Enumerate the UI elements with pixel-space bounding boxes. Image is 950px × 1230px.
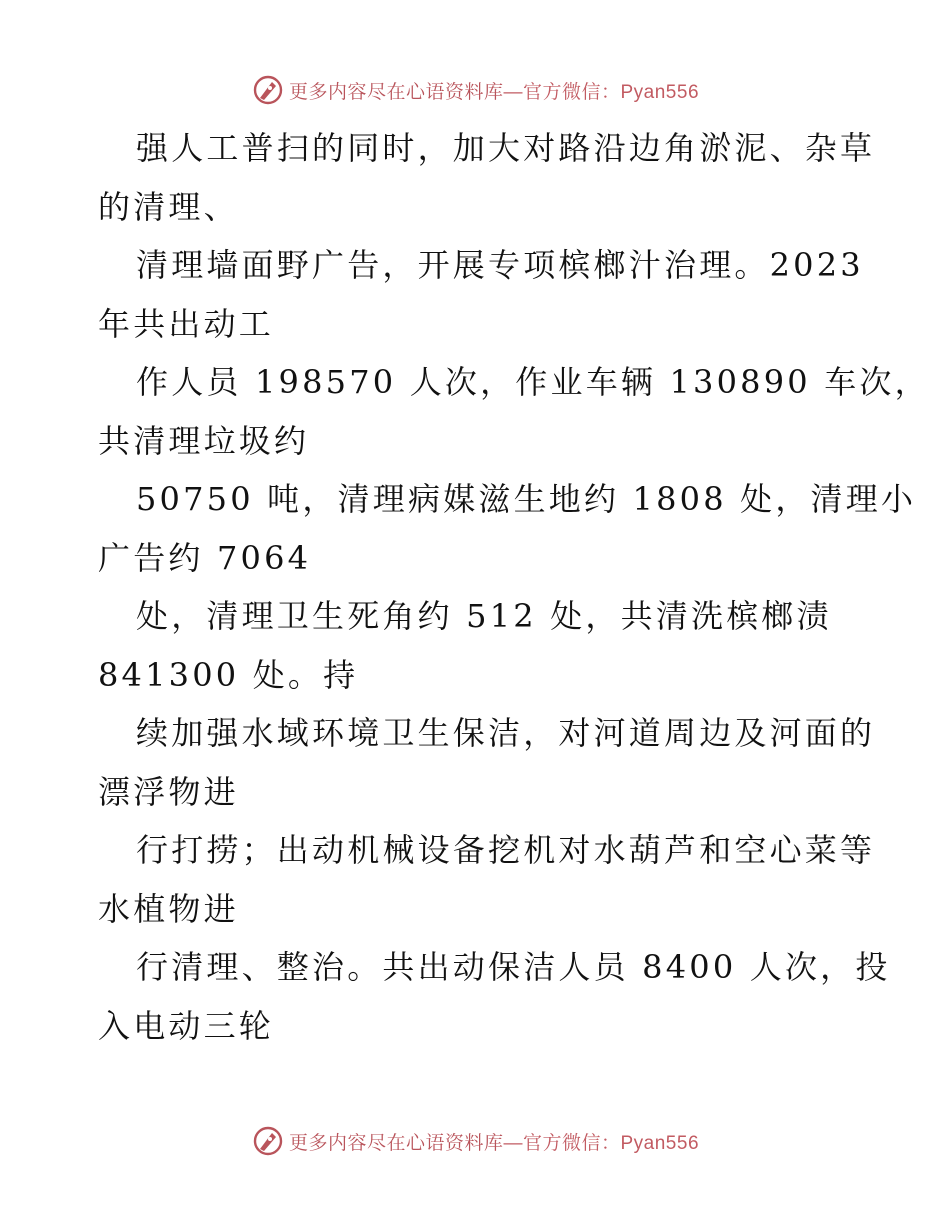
document-body (98, 119, 930, 1055)
body-line: 共清理垃圾约 (98, 421, 310, 460)
footer-watermark-banner (0, 1121, 950, 1161)
body-line: 的清理、 (98, 187, 239, 226)
pen-nib-circle-icon (251, 1124, 285, 1158)
body-line: 漂浮物进 (98, 772, 239, 811)
header-banner-text: 更多内容尽在心语资料库—官方微信：Pyan556 (288, 80, 700, 103)
body-line: 水植物进 (98, 889, 239, 928)
footer-banner-text: 更多内容尽在心语资料库—官方微信：Pyan556 (288, 1131, 700, 1154)
body-line: 入电动三轮 (98, 1006, 275, 1045)
body-line: 作人员 198570 人次，作业车辆 130890 车次， (136, 363, 930, 401)
body-line: 年共出动工 (98, 304, 275, 343)
body-line: 行清理、整治。共出动保洁人员 8400 人次，投 (136, 948, 891, 986)
header-watermark-banner (0, 70, 950, 110)
body-line: 50750 吨，清理病媒滋生地约 1808 处，清理小 (136, 480, 917, 518)
body-line: 广告约 7064 (98, 538, 312, 577)
body-line: 清理墙面野广告，开展专项槟榔汁治理。2023 (136, 246, 864, 284)
body-line: 续加强水域环境卫生保洁，对河道周边及河面的 (136, 714, 876, 752)
body-line: 处，清理卫生死角约 512 处，共清洗槟榔渍 (136, 597, 832, 635)
body-line: 强人工普扫的同时，加大对路沿边角淤泥、杂草 (136, 129, 876, 167)
body-line: 行打捞；出动机械设备挖机对水葫芦和空心菜等 (136, 831, 876, 869)
body-line: 841300 处。持 (98, 655, 359, 694)
pen-nib-circle-icon (251, 73, 285, 107)
